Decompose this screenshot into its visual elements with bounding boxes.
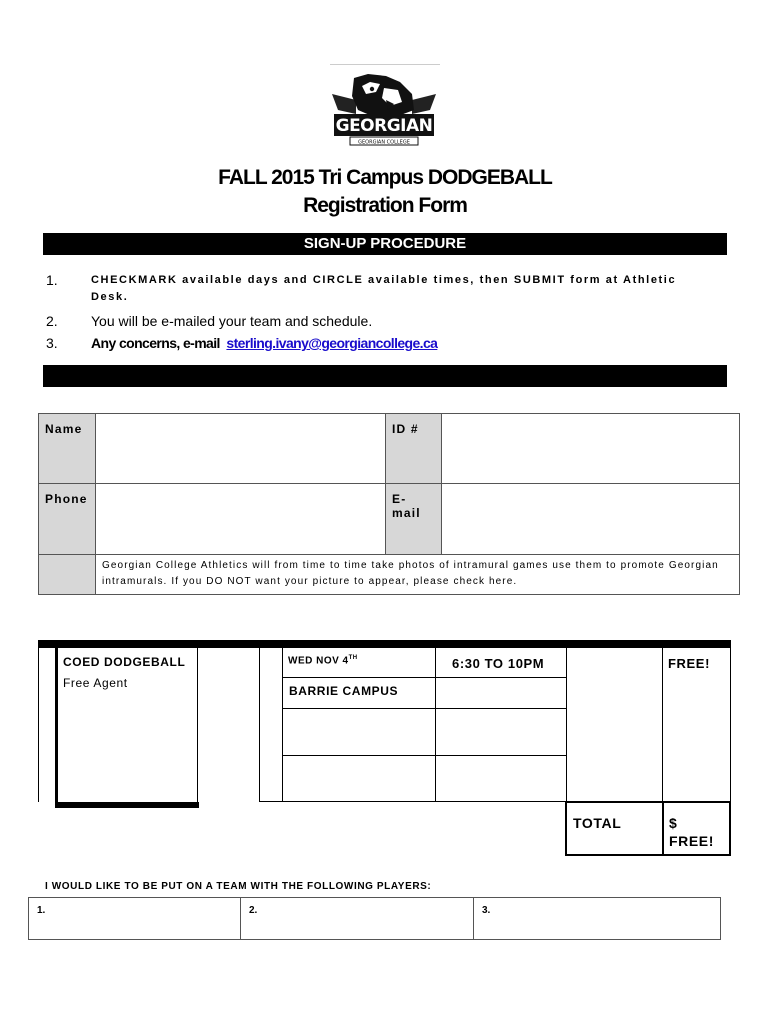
- photo-optout-checkbox[interactable]: [39, 555, 96, 594]
- registrant-info-table: [38, 413, 740, 595]
- teammates-heading: I WOULD LIKE TO BE PUT ON A TEAM WITH THE FOLLOWING PLAYERS:: [45, 881, 432, 892]
- step-3-label: Any concerns, e-mail: [91, 335, 220, 351]
- phone-label: Phone: [39, 484, 96, 555]
- campus-name: BARRIE CAMPUS: [289, 684, 399, 698]
- id-label: ID #: [386, 414, 442, 484]
- availability-checkbox[interactable]: [574, 653, 583, 662]
- game-date: [288, 655, 358, 666]
- logo-top-rule: [330, 64, 440, 65]
- total-currency: $: [669, 815, 678, 831]
- schedule-top-bar: [38, 640, 731, 648]
- schedule-rule: [282, 708, 567, 709]
- schedule-rule: [259, 801, 567, 802]
- total-divider: [662, 803, 664, 854]
- photo-consent-text: Georgian College Athletics will from time to time take photos of intramural games use them to promote Georgian intramurals. If you DO NOT want your picture to appear, please check here.: [102, 560, 719, 587]
- step-3-number: 3.: [46, 335, 58, 351]
- teammate-3-field[interactable]: 3.: [482, 905, 491, 916]
- georgian-grizzlies-logo: [328, 70, 440, 148]
- logo-subtext: GEORGIAN COLLEGE: [358, 139, 410, 146]
- phone-field[interactable]: [96, 484, 386, 555]
- logo-wordmark: GEORGIAN: [335, 116, 433, 136]
- fee-value: FREE!: [668, 656, 710, 671]
- game-date-suffix: TH: [348, 655, 358, 661]
- schedule-rule: [55, 648, 58, 808]
- game-date-text: WED NOV 4: [288, 655, 349, 667]
- game-time: 6:30 TO 10PM: [452, 656, 545, 671]
- schedule-rule: [282, 648, 283, 802]
- form-title-line1: FALL 2015 Tri Campus DODGEBALL: [218, 166, 552, 189]
- schedule-rule: [730, 648, 731, 802]
- step-1-text: CHECKMARK available days and CIRCLE available times, then SUBMIT form at Athletic Desk.: [91, 274, 677, 303]
- schedule-rule: [197, 648, 198, 808]
- schedule-rule: [282, 677, 567, 678]
- teammate-1-field[interactable]: 1.: [29, 898, 241, 939]
- schedule-rule: [38, 648, 39, 802]
- name-field[interactable]: [96, 414, 386, 484]
- email-label: E-mail: [386, 484, 442, 555]
- teammate-2-field[interactable]: 2.: [241, 898, 474, 939]
- name-label: Name: [39, 414, 96, 484]
- total-value: FREE!: [669, 833, 714, 849]
- schedule-rule: [435, 648, 436, 802]
- schedule-rule: [259, 648, 260, 802]
- teammates-table: [28, 897, 721, 940]
- sport-name: COED DODGEBALL: [63, 655, 186, 669]
- id-field[interactable]: [442, 414, 739, 484]
- schedule-bottom-bar: [56, 802, 199, 808]
- email-field[interactable]: [442, 484, 739, 555]
- signup-procedure-heading: SIGN-UP PROCEDURE: [43, 233, 727, 255]
- contact-email-link[interactable]: sterling.ivany@georgiancollege.ca: [226, 335, 438, 351]
- total-label: TOTAL: [573, 815, 622, 831]
- step-1-number: 1.: [46, 272, 58, 288]
- section-divider-bar: [43, 365, 727, 387]
- step-2-text: You will be e-mailed your team and schedule.: [91, 313, 373, 329]
- schedule-rule: [282, 755, 567, 756]
- form-title-line2: Registration Form: [303, 194, 467, 217]
- step-3-text: [91, 335, 437, 351]
- schedule-rule: [662, 648, 663, 802]
- schedule-rule: [566, 648, 567, 802]
- registration-type: Free Agent: [63, 676, 128, 690]
- step-2-number: 2.: [46, 313, 58, 329]
